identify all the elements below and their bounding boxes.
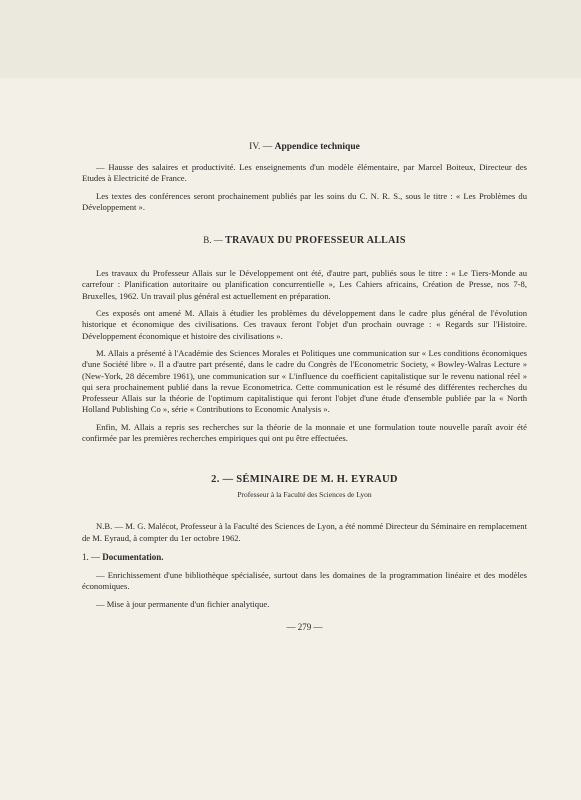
secb-p2: Ces exposés ont amené M. Allais à étudier les problèmes du développement dans le cadre plus général de l'évolution historique et économique des civilisations. Ces travaux feront l'objet d'un prochain ouvrage : « Regards sur l'Histoire. Développement économique et histoire des civilisations ».: [82, 308, 527, 341]
sec4-p1: — Hausse des salaires et productivité. Les enseignements d'un modèle élémentaire, par Marcel Boiteux, Directeur des Etudes à Electricité de France.: [82, 162, 527, 184]
section-b-heading: [82, 235, 527, 246]
section-iv-number: IV. —: [249, 142, 273, 152]
section-iv-heading: [82, 142, 527, 152]
documentation-heading: [82, 552, 527, 562]
seminar-heading: 2. — SÉMINAIRE DE M. H. EYRAUD: [211, 474, 398, 486]
secb-p3: M. Allais a présenté à l'Académie des Sciences Morales et Politiques une communication sur « Les conditions économiques d'une Société libre ». Il a d'autre part présenté, dans le cadre du Congrès de l'Econometric Society, « Bowley-Walras Lecture » (New-York, 28 décembre 1961), une communication sur « L'influence du coefficient capitalistique sur le revenu national réel » qui sera prochainement publié dans la revue Econometrica. Cette communication est le résumé des différentes recherches du Professeur Allais sur la théorie de l'optimum capitalistique qui feront l'objet d'une étude d'ensemble publiée par la « North Holland Publishing Co », série « Contributions to Economic Analysis ».: [82, 347, 527, 415]
secb-p1: Les travaux du Professeur Allais sur le Développement ont été, d'autre part, publiés sous le titre : « Le Tiers-Monde au carrefour : Planification autoritaire ou planification concurrentielle », Les Cahiers africains, Création de Presse, nos 7-8, Bruxelles, 1962. Un travail plus général est actuellement en préparation.: [82, 268, 527, 301]
doc-item-2: — Mise à jour permanente d'un fichier analytique.: [96, 598, 270, 609]
documentation-number: 1. —: [82, 551, 100, 562]
section-iv-title: Appendice technique: [274, 142, 360, 152]
page-body: [82, 142, 527, 632]
section-b-title: TRAVAUX DU PROFESSEUR ALLAIS: [225, 235, 406, 247]
nb-paragraph: N.B. — M. G. Malécot, Professeur à la Faculté des Sciences de Lyon, a été nommé Directeur du Séminaire en remplacement de M. Eyraud, à compter du 1er octobre 1962.: [82, 521, 527, 543]
section-b-number: B. —: [203, 235, 223, 246]
page-edge: [0, 0, 581, 78]
doc-item-1: — Enrichissement d'une bibliothèque spécialisée, surtout dans les domaines de la programmation linéaire et des modèles économiques.: [82, 569, 527, 592]
secb-p4: Enfin, M. Allais a repris ses recherches sur la théorie de la monnaie et une formulation toute nouvelle paraît avoir été confirmée par les premières recherches empiriques qui ont pu être effectuées.: [82, 421, 527, 444]
page-number: — 279 —: [286, 621, 323, 632]
documentation-title: Documentation.: [102, 551, 164, 562]
sec4-p2: Les textes des conférences seront prochainement publiés par les soins du C. N. R. S., sous le titre : « Les Problèmes du Développement ».: [82, 190, 527, 212]
seminar-subtitle: Professeur à la Faculté des Sciences de Lyon: [237, 490, 372, 500]
